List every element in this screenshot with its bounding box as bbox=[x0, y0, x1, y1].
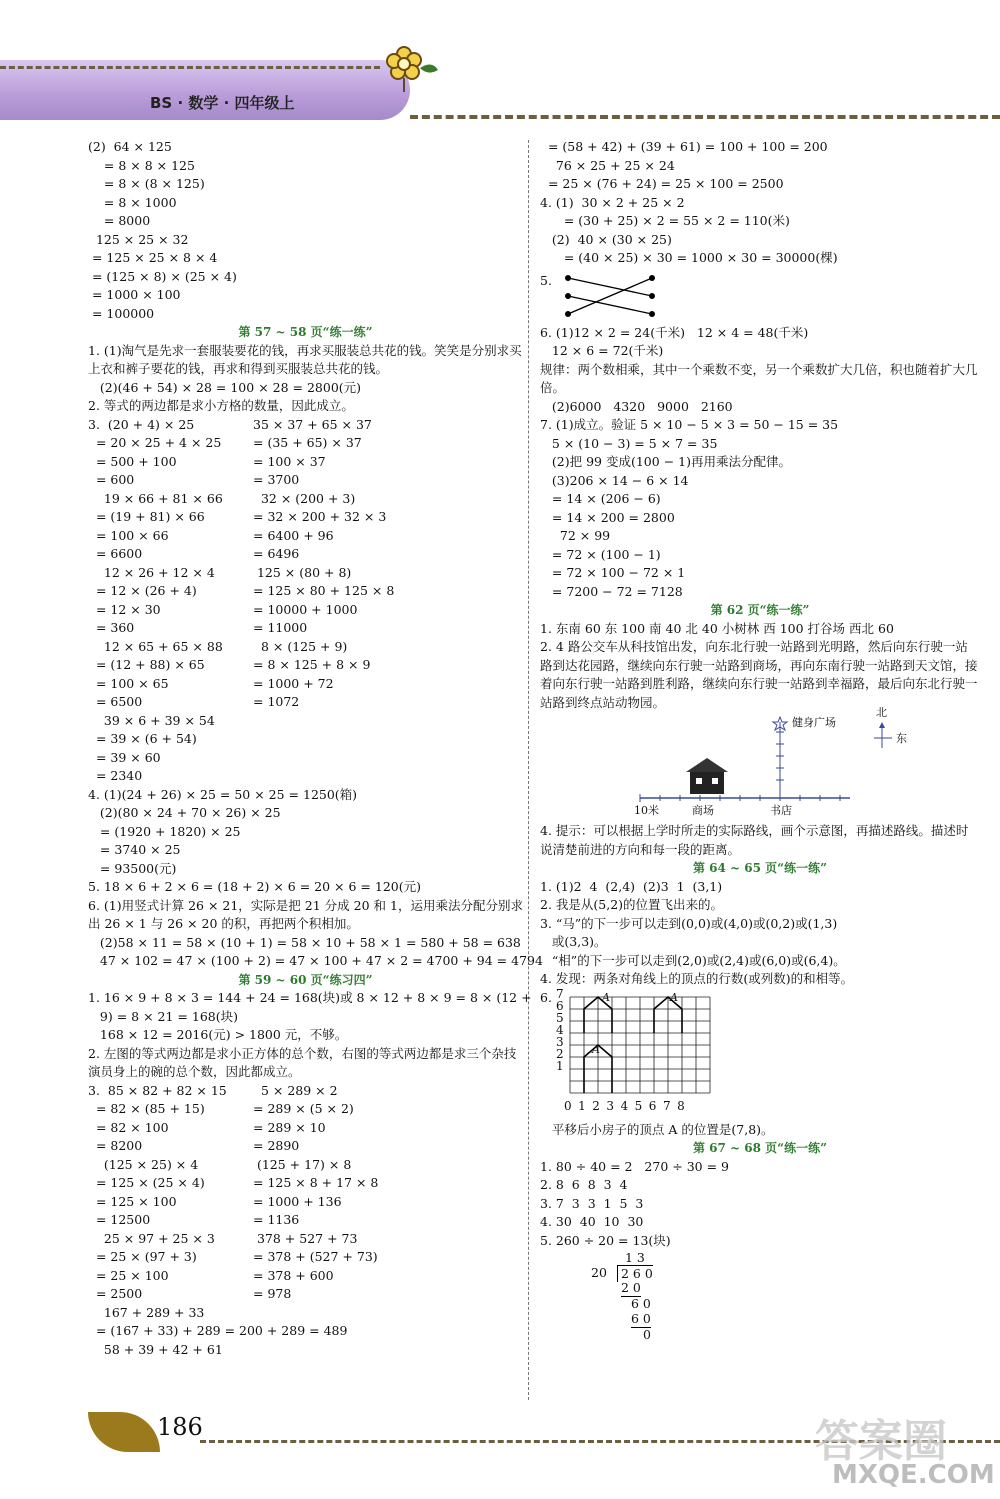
answer-line: 5. 260 ÷ 20 = 13(块) bbox=[540, 1232, 671, 1248]
calc-right: = 32 × 200 + 32 × 3 bbox=[253, 509, 387, 524]
calc-right: = 378 + 600 bbox=[253, 1267, 334, 1283]
answer-line: 72 × 99 bbox=[540, 528, 611, 543]
calc-right: = 978 bbox=[253, 1286, 292, 1301]
calc-block-p3 bbox=[88, 1082, 523, 1323]
house-grid-figure bbox=[562, 993, 722, 1109]
answer-line: 58 + 39 + 42 + 61 bbox=[88, 1341, 223, 1357]
answer-line: = 8 × (8 × 125) bbox=[88, 176, 205, 191]
answer-line: 2. 等式的两边都是求小方格的数量，因此成立。 bbox=[88, 398, 354, 413]
calc-right: = 3700 bbox=[253, 472, 300, 487]
calc-right: = 2890 bbox=[253, 1138, 300, 1153]
watermark-logo: 答案圈 bbox=[815, 1416, 947, 1467]
answer-line: 3. 7 3 3 1 5 3 bbox=[540, 1195, 644, 1211]
grid-figure-block bbox=[540, 986, 980, 1121]
calc-right: 35 × 37 + 65 × 37 bbox=[253, 416, 372, 432]
calc-right: = 6400 + 96 bbox=[253, 527, 334, 543]
answer-line: = 8 × 1000 bbox=[88, 194, 177, 210]
calc-row bbox=[88, 490, 523, 509]
calc-row bbox=[88, 712, 523, 731]
answer-line: = 8 × 8 × 125 bbox=[88, 157, 195, 173]
answer-line: 9) = 8 × 21 = 168(块) bbox=[88, 1008, 238, 1024]
calc-left: = 6600 bbox=[88, 546, 143, 561]
calc-left: = 100 × 66 bbox=[88, 527, 169, 543]
long-division bbox=[585, 1250, 980, 1340]
calc-row bbox=[88, 564, 523, 583]
answer-line: 5 × (10 − 3) = 5 × 7 = 35 bbox=[540, 435, 718, 451]
calc-left: = 39 × (6 + 54) bbox=[88, 731, 197, 746]
calc-left: (125 × 25) × 4 bbox=[88, 1156, 199, 1172]
calc-right: = 378 + (527 + 73) bbox=[253, 1249, 378, 1264]
answer-line: 平移后小房子的顶点 A 的位置是(7,8)。 bbox=[540, 1121, 774, 1137]
answer-paragraph: 规律：两个数相乘，其中一个乘数不变，另一个乘数扩大几倍，积也随着扩大几倍。 bbox=[540, 361, 978, 395]
calc-left: 12 × 65 + 65 × 88 bbox=[88, 638, 223, 654]
point-a-label: A bbox=[602, 990, 610, 1004]
shop-building-icon bbox=[686, 758, 728, 794]
page-header-title: BS · 数学 · 四年级上 bbox=[150, 94, 295, 112]
calc-right: = 10000 + 1000 bbox=[253, 601, 358, 617]
answer-line: (2)(46 + 54) × 28 = 100 × 28 = 2800(元) bbox=[88, 379, 362, 395]
section-heading: 第 67 ~ 68 页“练一练” bbox=[693, 1141, 827, 1155]
answer-line: (2) 64 × 125 bbox=[88, 139, 172, 154]
matching-diagram bbox=[540, 268, 980, 324]
answer-paragraph: 2. 4 路公交车从科技馆出发，向东北行驶一站路到光明路，然后向东行驶一站路到达花园路，继续向东行驶一站路到商场，再向东南行驶一站路到天文馆，接着向东行驶一站路到胜利路，继续向东行驶一站路到幸福路，最后向东北行驶一站路到终点站动物园。 bbox=[540, 639, 978, 710]
calc-row bbox=[88, 527, 523, 546]
calc-row bbox=[88, 508, 523, 527]
grid-y-label: 4 bbox=[556, 1022, 564, 1037]
calc-row bbox=[88, 1267, 523, 1286]
calc-left: = 2500 bbox=[88, 1286, 143, 1301]
calc-right: 8 × (125 + 9) bbox=[253, 638, 348, 654]
grid-y-label: 2 bbox=[556, 1046, 564, 1061]
calc-row bbox=[88, 638, 523, 657]
calc-left: = (19 + 81) × 66 bbox=[88, 509, 205, 524]
answer-line: 1. 16 × 9 + 8 × 3 = 144 + 24 = 168(块)或 8 × 12 + 8 × 9 = 8 × (12 + bbox=[88, 990, 532, 1005]
calc-right: = 125 × 8 + 17 × 8 bbox=[253, 1175, 379, 1190]
answer-line: = 1000 × 100 bbox=[88, 287, 181, 302]
answer-line: 47 × 102 = 47 × (100 + 2) = 47 × 100 + 47 × 2 = 4700 + 94 = 4794 bbox=[88, 953, 543, 968]
calc-left: = 125 × (25 × 4) bbox=[88, 1175, 205, 1190]
calc-left: = 6500 bbox=[88, 694, 143, 709]
answer-line: (2)6000 4320 9000 2160 bbox=[540, 398, 733, 414]
division-step: 2 0 bbox=[621, 1280, 641, 1295]
map-label-mall: 商场 bbox=[692, 804, 714, 817]
top-dashed-line bbox=[0, 66, 380, 69]
grid-y-labels bbox=[556, 988, 564, 1072]
answer-paragraph: 1. (1)淘气是先求一套服装要花的钱，再求买服装总共花的钱。笑笑是分别求买上衣和裤子要花的钱，再求和得到买服装总共花的钱。 bbox=[88, 342, 522, 376]
section-heading: 第 57 ~ 58 页“练一练” bbox=[238, 325, 373, 339]
answer-line: (2) 40 × (30 × 25) bbox=[540, 231, 672, 247]
calc-left: 3. (20 + 4) × 25 bbox=[88, 416, 195, 432]
calc-right: = 6496 bbox=[253, 546, 300, 561]
grid-y-label: 7 bbox=[556, 986, 564, 1001]
calc-row bbox=[88, 749, 523, 768]
answer-line: 1. 80 ÷ 40 = 2 270 ÷ 30 = 9 bbox=[540, 1158, 729, 1174]
calc-right: = 125 × 80 + 125 × 8 bbox=[253, 583, 395, 598]
map-label-park: 健身广场 bbox=[792, 716, 836, 729]
calc-row bbox=[88, 1082, 523, 1101]
answer-line: 168 × 12 = 2016(元) > 1800 元，不够。 bbox=[88, 1027, 348, 1042]
answer-line: = 3740 × 25 bbox=[88, 842, 181, 857]
calc-left: = 12500 bbox=[88, 1212, 151, 1227]
calc-left: = 360 bbox=[88, 620, 135, 635]
calc-left: = 25 × 100 bbox=[88, 1267, 169, 1283]
map-scale-label: 10米 bbox=[634, 804, 659, 817]
answer-line: (3)206 × 14 − 6 × 14 bbox=[540, 472, 689, 488]
calc-left: = 82 × (85 + 15) bbox=[88, 1101, 205, 1116]
calc-left: 39 × 6 + 39 × 54 bbox=[88, 712, 215, 728]
division-step: 6 0 bbox=[631, 1296, 651, 1311]
answer-line: = 25 × (76 + 24) = 25 × 100 = 2500 bbox=[540, 176, 784, 191]
calc-right: = (35 + 65) × 37 bbox=[253, 435, 362, 450]
calc-left: = (12 + 88) × 65 bbox=[88, 657, 205, 672]
calc-left: = 600 bbox=[88, 472, 135, 487]
calc-left: = 12 × 30 bbox=[88, 601, 161, 617]
answer-line: 76 × 25 + 25 × 24 bbox=[540, 157, 675, 173]
answer-line: = 8000 bbox=[88, 213, 151, 228]
answer-line: (2)58 × 11 = 58 × (10 + 1) = 58 × 10 + 58 × 1 = 580 + 58 = 638 bbox=[88, 934, 521, 950]
answer-line: = (167 + 33) + 289 = 200 + 289 = 489 bbox=[88, 1323, 348, 1338]
watermark-url: MXQE.COM bbox=[832, 1460, 995, 1490]
calc-right: = 1136 bbox=[253, 1212, 300, 1227]
point-a-label: A bbox=[592, 1042, 600, 1056]
answer-line: = (40 × 25) × 30 = 1000 × 30 = 30000(棵) bbox=[540, 250, 838, 265]
answer-line: 2. 8 6 8 3 4 bbox=[540, 1177, 628, 1192]
grid-y-label: 5 bbox=[556, 1010, 564, 1025]
calc-right: = 8 × 125 + 8 × 9 bbox=[253, 657, 371, 672]
answer-line: 12 × 6 = 72(千米) bbox=[540, 343, 664, 358]
calc-left: = 8200 bbox=[88, 1138, 143, 1153]
answer-line: 3. “马”的下一步可以走到(0,0)或(4,0)或(0,2)或(1,3) bbox=[540, 915, 838, 931]
compass-north-label: 北 bbox=[876, 706, 887, 719]
calc-left: 3. 85 × 82 + 82 × 15 bbox=[88, 1082, 227, 1098]
calc-right: = 1000 + 136 bbox=[253, 1193, 342, 1209]
calc-row bbox=[88, 601, 523, 620]
answer-line: = 72 × (100 − 1) bbox=[540, 546, 661, 562]
answer-line: = (30 + 25) × 2 = 55 × 2 = 110(米) bbox=[540, 213, 790, 228]
answer-line: 7. (1)成立。验证 5 × 10 − 5 × 3 = 50 − 15 = 35 bbox=[540, 417, 839, 432]
answer-line: = (125 × 8) × (25 × 4) bbox=[88, 268, 237, 284]
section-heading: 第 64 ~ 65 页“练一练” bbox=[693, 861, 827, 875]
calc-row bbox=[88, 1100, 523, 1119]
calc-block-3 bbox=[88, 416, 523, 786]
calc-left: = 25 × (97 + 3) bbox=[88, 1249, 197, 1264]
answer-line: = 14 × 200 = 2800 bbox=[540, 509, 675, 525]
answer-line: 4. 30 40 10 30 bbox=[540, 1214, 644, 1229]
answer-line: 或(3,3)。 bbox=[540, 934, 607, 949]
column-divider bbox=[528, 140, 529, 1400]
calc-row bbox=[88, 471, 523, 490]
answer-line: = 100000 bbox=[88, 305, 155, 321]
calc-row bbox=[88, 545, 523, 564]
calc-row bbox=[88, 656, 523, 675]
calc-row bbox=[88, 453, 523, 472]
grid-y-label: 3 bbox=[556, 1034, 564, 1049]
division-divisor: 20 bbox=[591, 1265, 607, 1280]
calc-left: = 125 × 100 bbox=[88, 1193, 177, 1209]
calc-right: 378 + 527 + 73 bbox=[253, 1230, 358, 1246]
calc-row bbox=[88, 1304, 523, 1323]
calc-left: 12 × 26 + 12 × 4 bbox=[88, 564, 215, 580]
answer-line: = (1920 + 1820) × 25 bbox=[88, 823, 241, 839]
calc-row bbox=[88, 619, 523, 638]
calc-right: 125 × (80 + 8) bbox=[253, 564, 352, 580]
calc-row bbox=[88, 434, 523, 453]
right-column bbox=[540, 138, 980, 1340]
calc-row bbox=[88, 1174, 523, 1193]
left-column bbox=[88, 138, 543, 1359]
calc-row bbox=[88, 693, 523, 712]
point-a-label: A bbox=[670, 990, 678, 1004]
calc-row bbox=[88, 582, 523, 601]
calc-left: 19 × 66 + 81 × 66 bbox=[88, 490, 223, 506]
calc-left: = 100 × 65 bbox=[88, 675, 169, 691]
calc-row bbox=[88, 1230, 523, 1249]
page-number: 186 bbox=[157, 1413, 203, 1441]
calc-row bbox=[88, 1156, 523, 1175]
answer-line: 6. bbox=[540, 989, 552, 1005]
calc-right: = 1000 + 72 bbox=[253, 675, 334, 691]
calc-row bbox=[88, 1248, 523, 1267]
calc-row bbox=[88, 1211, 523, 1230]
grid-y-label: 6 bbox=[556, 998, 564, 1013]
answer-line: 2. 我是从(5,2)的位置飞出来的。 bbox=[540, 897, 724, 912]
route-map bbox=[630, 706, 910, 822]
calc-left: = 39 × 60 bbox=[88, 749, 161, 765]
answer-line: 5. bbox=[540, 272, 552, 288]
flower-icon bbox=[380, 40, 440, 100]
answer-line: 4. (1) 30 × 2 + 25 × 2 bbox=[540, 194, 685, 210]
calc-right: = 289 × (5 × 2) bbox=[253, 1101, 354, 1116]
calc-right: = 100 × 37 bbox=[253, 453, 326, 469]
grid-x-labels: 012345678 bbox=[564, 1098, 692, 1113]
calc-row bbox=[88, 1285, 523, 1304]
calc-left: 25 × 97 + 25 × 3 bbox=[88, 1230, 215, 1246]
answer-line: = 72 × 100 − 72 × 1 bbox=[540, 565, 686, 580]
answer-line: “相”的下一步可以走到(2,0)或(2,4)或(6,0)或(6,4)。 bbox=[540, 952, 846, 968]
answer-line: = 125 × 25 × 8 × 4 bbox=[88, 250, 218, 265]
calc-row bbox=[88, 675, 523, 694]
calc-right: 32 × (200 + 3) bbox=[253, 490, 356, 506]
answer-paragraph: 4. 提示：可以根据上学时所走的实际路线，画个示意图，再描述路线。描述时说清楚前进的方向和每一段的距离。 bbox=[540, 823, 969, 857]
answer-line: 5. 18 × 6 + 2 × 6 = (18 + 2) × 6 = 20 × 6 = 120(元) bbox=[88, 879, 421, 894]
grid-y-label: 1 bbox=[556, 1058, 564, 1073]
division-step: 6 0 bbox=[631, 1311, 651, 1326]
division-remainder: 0 bbox=[643, 1327, 651, 1342]
calc-right: = 11000 bbox=[253, 620, 308, 635]
answer-line: 4. 发现：两条对角线上的顶点的行数(或列数)的和相等。 bbox=[540, 971, 854, 986]
footer-leaf-decoration bbox=[88, 1412, 160, 1452]
answer-line: 1. (1)2 4 (2,4) (2)3 1 (3,1) bbox=[540, 878, 723, 894]
division-dividend: 2 6 0 bbox=[617, 1265, 653, 1282]
calc-left: = 20 × 25 + 4 × 25 bbox=[88, 435, 222, 450]
answer-line: 4. (1)(24 + 26) × 25 = 50 × 25 = 1250(箱) bbox=[88, 786, 358, 802]
calc-row bbox=[88, 730, 523, 749]
calc-row bbox=[88, 1193, 523, 1212]
answer-line: 6. (1)12 × 2 = 24(千米) 12 × 4 = 48(千米) bbox=[540, 324, 809, 340]
calc-left: = 82 × 100 bbox=[88, 1119, 169, 1135]
answer-paragraph: 1. 东南 60 东 100 南 40 北 40 小树林 西 100 打谷场 西北 60 bbox=[540, 620, 894, 636]
answer-line: = 93500(元) bbox=[88, 860, 177, 876]
calc-right: = 1072 bbox=[253, 694, 300, 709]
calc-row bbox=[88, 1119, 523, 1138]
section-heading: 第 59 ~ 60 页“练习四” bbox=[238, 972, 373, 987]
answer-paragraph: 2. 左图的等式两边都是求小正方体的总个数，右图的等式两边都是求三个杂技演员身上的碗的总个数，因此都成立。 bbox=[88, 1045, 517, 1079]
calc-row bbox=[88, 416, 523, 435]
header-dashed-line bbox=[410, 115, 1000, 119]
calc-left: = 2340 bbox=[88, 768, 143, 783]
calc-right: 5 × 289 × 2 bbox=[253, 1082, 338, 1098]
division-quotient: 1 3 bbox=[625, 1250, 645, 1265]
calc-right: = 289 × 10 bbox=[253, 1119, 326, 1135]
answer-paragraph: 6. (1)用竖式计算 26 × 21，实际是把 21 分成 20 和 1，运用乘法分配分别求出 26 × 1 与 26 × 20 的积，再把两个积相加。 bbox=[88, 897, 523, 931]
answer-line: (2)把 99 变成(100 − 1)再用乘法分配律。 bbox=[540, 454, 791, 469]
answer-line: = 7200 − 72 = 7128 bbox=[540, 583, 683, 599]
calc-left: 167 + 289 + 33 bbox=[88, 1304, 205, 1320]
calc-left: = 500 + 100 bbox=[88, 453, 177, 469]
compass-east-label: 东 bbox=[896, 732, 907, 745]
calc-row bbox=[88, 767, 523, 786]
section-heading: 第 62 页“练一练” bbox=[710, 603, 810, 617]
calc-row bbox=[88, 1137, 523, 1156]
answer-line: 125 × 25 × 32 bbox=[88, 231, 189, 247]
answer-line: = 14 × (206 − 6) bbox=[540, 491, 661, 506]
cross-lines-figure bbox=[562, 270, 672, 322]
map-label-bookstore: 书店 bbox=[770, 804, 792, 817]
answer-line: (2)(80 × 24 + 70 × 26) × 25 bbox=[88, 805, 281, 820]
calc-left: = 12 × (26 + 4) bbox=[88, 583, 197, 598]
answer-line: = (58 + 42) + (39 + 61) = 100 + 100 = 200 bbox=[540, 139, 828, 154]
calc-right: (125 + 17) × 8 bbox=[253, 1156, 352, 1172]
